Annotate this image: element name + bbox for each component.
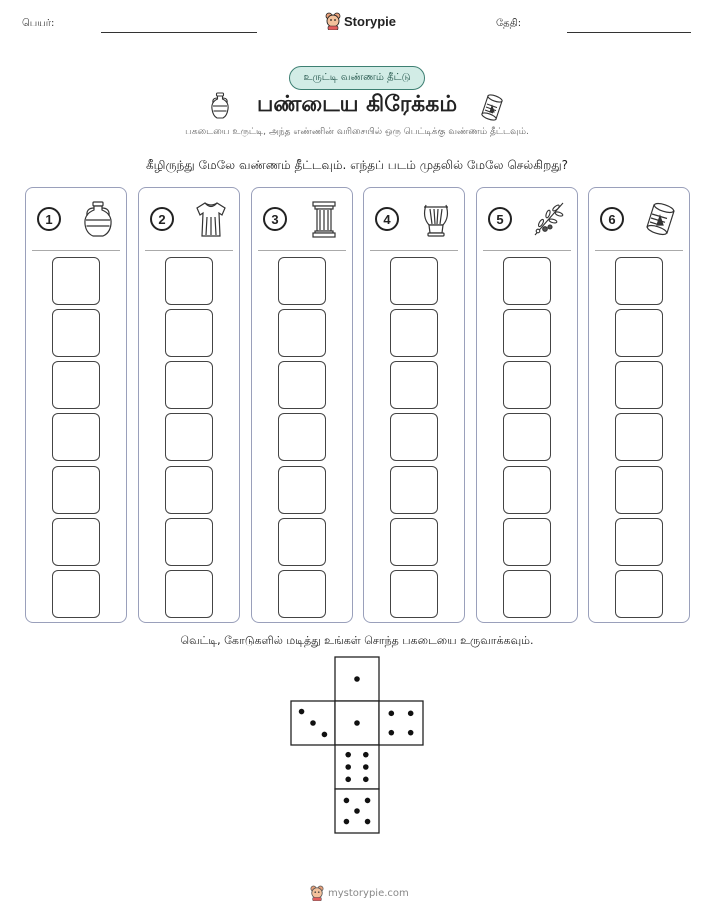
dice-pip bbox=[354, 720, 360, 726]
dice-pip bbox=[363, 752, 369, 758]
dice-pip bbox=[345, 777, 351, 783]
dice-pip bbox=[363, 764, 369, 770]
column-number: 6 bbox=[600, 207, 624, 231]
dice-pip bbox=[363, 777, 369, 783]
dice-pip bbox=[322, 732, 328, 738]
subtitle: பகடையை உருட்டி, அந்த எண்ணின் வரிசையில் ஒரு பெட்டிக்கு வண்ணம் தீட்டவும். bbox=[185, 127, 529, 137]
dice-pip bbox=[354, 808, 360, 814]
name-label: பெயர்: bbox=[22, 18, 55, 29]
dice-pip bbox=[354, 676, 360, 682]
dice-pip bbox=[344, 819, 350, 825]
cut-instruction: வெட்டி, கோடுகளில் மடித்து உங்கள் சொந்த பகடையை உருவாக்கவும். bbox=[180, 634, 534, 647]
dice-pip bbox=[365, 798, 371, 804]
dice-pip bbox=[408, 730, 414, 736]
dice-face-left bbox=[291, 701, 335, 745]
dice-pip bbox=[408, 711, 414, 717]
column-number: 2 bbox=[150, 207, 174, 231]
column-number: 4 bbox=[375, 207, 399, 231]
column-number: 1 bbox=[37, 207, 61, 231]
dice-face-center bbox=[335, 701, 379, 745]
dice-pip bbox=[344, 798, 350, 804]
dice-face-lower bbox=[335, 745, 379, 789]
column-number: 3 bbox=[263, 207, 287, 231]
instruction: கீழிருந்து மேலே வண்ணம் தீட்டவும். எந்தப் படம் முதலில் மேலே செல்கிறது? bbox=[145, 158, 569, 172]
storypie-footer-icon bbox=[310, 885, 324, 901]
dice-face-right bbox=[379, 701, 423, 745]
brand-name: Storypie bbox=[344, 13, 397, 29]
dice-face-top bbox=[335, 657, 379, 701]
activity-tag: உருட்டி வண்ணம் தீட்டு bbox=[289, 66, 425, 90]
footer-url: mystorypie.com bbox=[328, 887, 409, 899]
date-label: தேதி: bbox=[496, 18, 522, 29]
footer bbox=[310, 885, 409, 901]
dice-pip bbox=[345, 752, 351, 758]
column-number: 5 bbox=[488, 207, 512, 231]
dice-face-bottom bbox=[335, 789, 379, 833]
dice-pip bbox=[389, 711, 395, 717]
dice-pip bbox=[345, 764, 351, 770]
dice-pip bbox=[310, 720, 316, 726]
page-title: பண்டைய கிரேக்கம் bbox=[256, 92, 458, 117]
dice-pip bbox=[365, 819, 371, 825]
dice-pip bbox=[299, 709, 305, 715]
dice-pip bbox=[389, 730, 395, 736]
